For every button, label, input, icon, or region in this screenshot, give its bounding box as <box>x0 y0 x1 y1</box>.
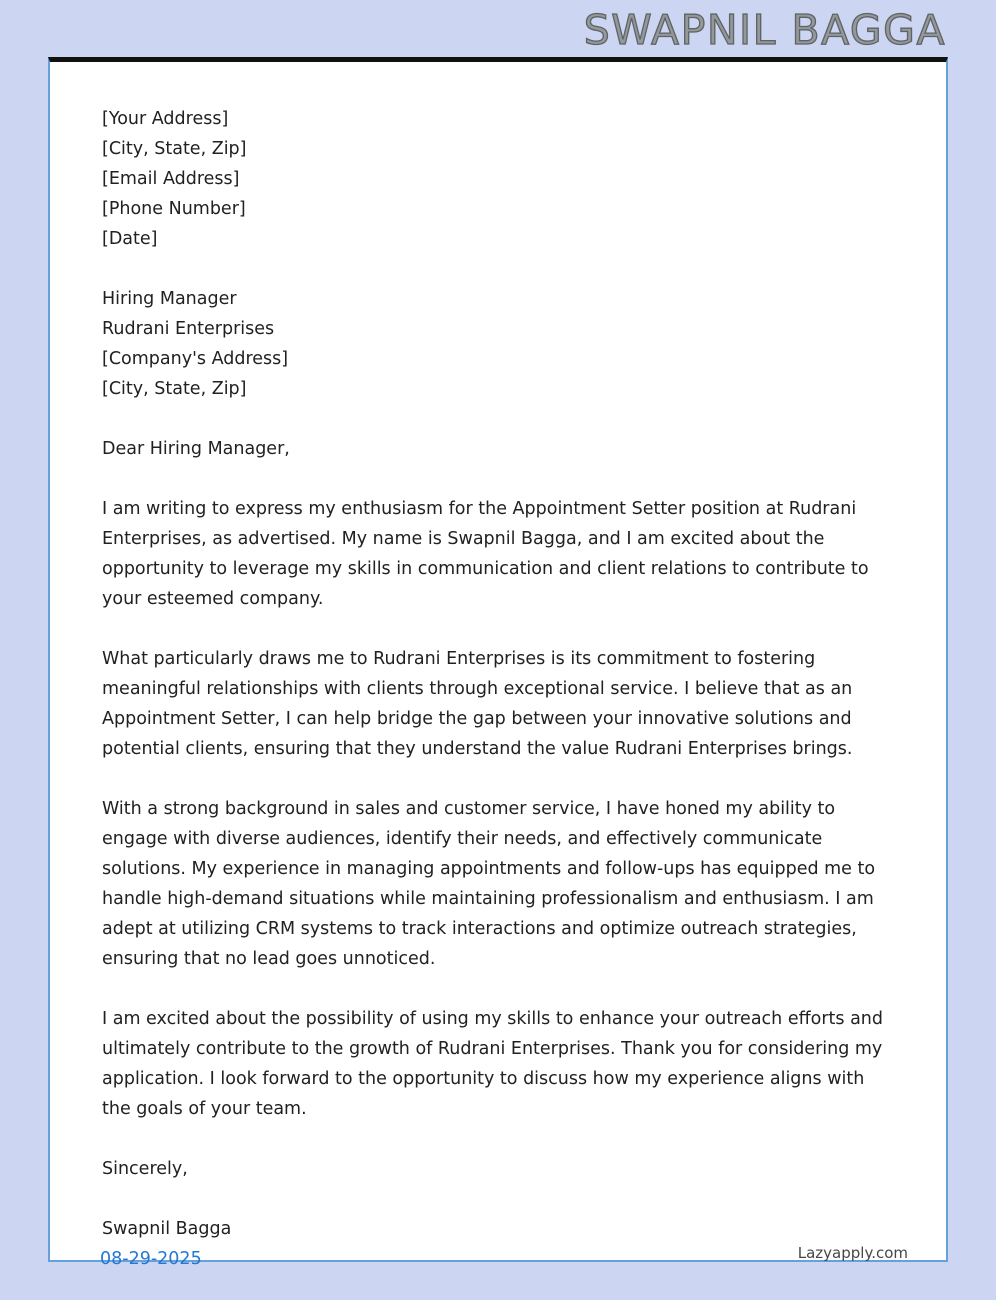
recipient-line: Hiring Manager <box>102 289 237 309</box>
date-stamp: 08-29-2025 <box>100 1249 202 1269</box>
sender-address-line: [Date] <box>102 229 158 249</box>
watermark-lazyapply: Lazyapply.com <box>797 1244 908 1262</box>
recipient-line: [Company's Address] <box>102 349 289 369</box>
body-paragraph: I am writing to express my enthusiasm for the Appointment Setter position at Rudrani Enterprises, as advertised. My name is Swapnil Bagga, and I am excited about the opportunity to leverage my skills in communication and client relations to contribute to your esteemed company. <box>102 499 869 609</box>
signature-name: Swapnil Bagga <box>102 1219 232 1239</box>
sender-address-line: [City, State, Zip] <box>102 139 247 159</box>
closing: Sincerely, <box>102 1159 188 1179</box>
body-paragraph: With a strong background in sales and customer service, I have honed my ability to engage with diverse audiences, identify their needs, and effectively communicate solutions. My experience in managing appointments and follow-ups has equipped me to handle high-demand situations while maintaining professionalism and enthusiasm. I am adept at utilizing CRM systems to track interactions and optimize outreach strategies, ensuring that no lead goes unnoticed. <box>102 799 876 969</box>
letter-body <box>102 104 894 1244</box>
salutation: Dear Hiring Manager, <box>102 439 290 459</box>
recipient-line: Rudrani Enterprises <box>102 319 275 339</box>
header-name: SWAPNIL BAGGA <box>583 6 946 54</box>
body-paragraph: I am excited about the possibility of using my skills to enhance your outreach efforts and ultimately contribute to the growth of Rudrani Enterprises. Thank you for considering my application. I look forward to the opportunity to discuss how my experience aligns with the goals of your team. <box>102 1009 884 1119</box>
sender-address-line: [Your Address] <box>102 109 229 129</box>
body-paragraph: What particularly draws me to Rudrani Enterprises is its commitment to fostering meaningful relationships with clients through exceptional service. I believe that as an Appointment Setter, I can help bridge the gap between your innovative solutions and potential clients, ensuring that they understand the value Rudrani Enterprises brings. <box>102 649 853 759</box>
recipient-address-block <box>102 284 894 404</box>
recipient-line: [City, State, Zip] <box>102 379 247 399</box>
sender-address-line: [Email Address] <box>102 169 240 189</box>
letter-page <box>48 57 948 1262</box>
sender-address-line: [Phone Number] <box>102 199 246 219</box>
sender-address-block <box>102 104 894 254</box>
